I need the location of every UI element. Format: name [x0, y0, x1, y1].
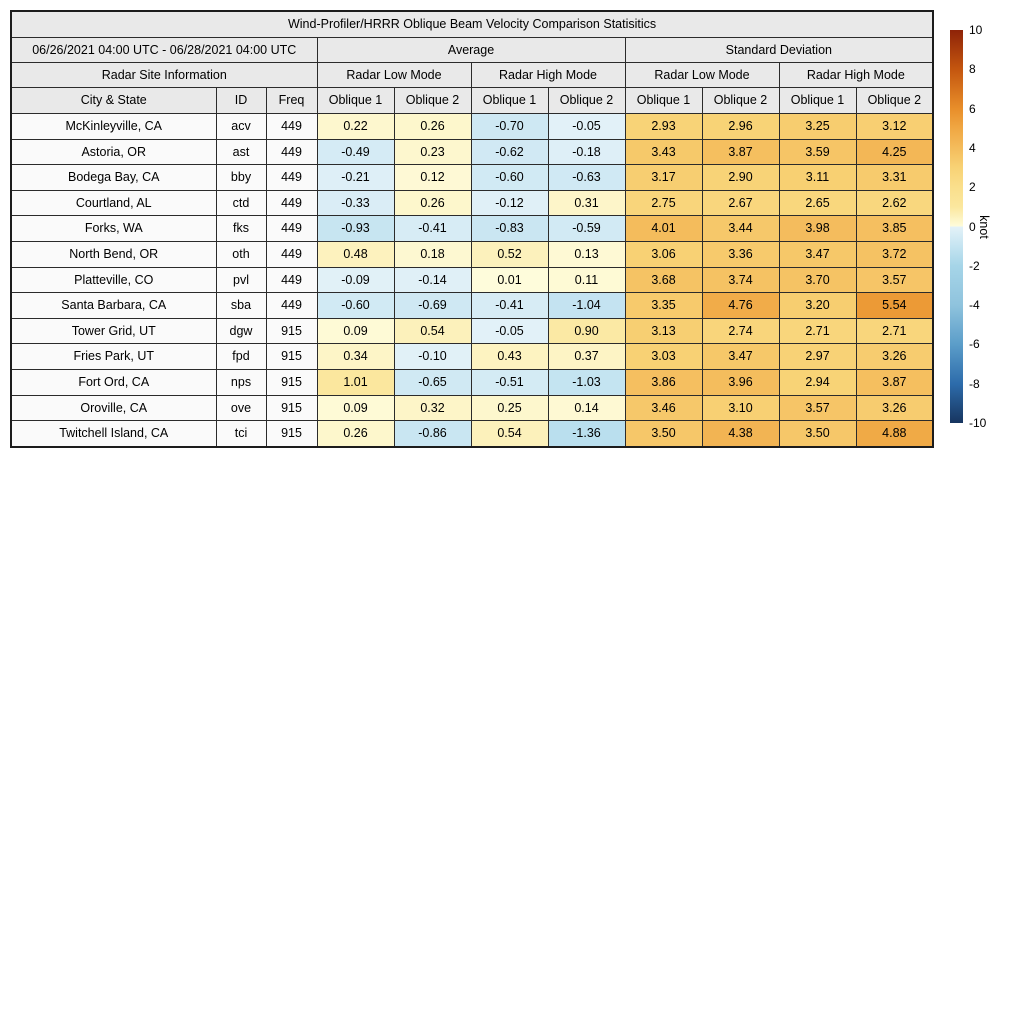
value-cell: 3.10: [702, 395, 779, 421]
value-cell: 4.25: [856, 139, 933, 165]
city-cell: Fries Park, UT: [11, 344, 216, 370]
freq-cell: 449: [266, 267, 317, 293]
col-header-oblique2-std-high: Oblique 2: [856, 88, 933, 114]
freq-cell: 449: [266, 114, 317, 140]
site-id-cell: ctd: [216, 190, 266, 216]
group-header-row: [11, 38, 933, 63]
colorbar: [950, 23, 1024, 430]
city-cell: Oroville, CA: [11, 395, 216, 421]
value-cell: -0.05: [471, 318, 548, 344]
date-range: 06/26/2021 04:00 UTC - 06/28/2021 04:00 UTC: [11, 38, 317, 63]
col-header-oblique1-avg-low: Oblique 1: [317, 88, 394, 114]
value-cell: 0.25: [471, 395, 548, 421]
value-cell: 3.87: [702, 139, 779, 165]
value-cell: 3.06: [625, 241, 702, 267]
col-header-oblique1-avg-high: Oblique 1: [471, 88, 548, 114]
value-cell: 3.26: [856, 395, 933, 421]
value-cell: 0.12: [394, 165, 471, 191]
freq-cell: 915: [266, 369, 317, 395]
value-cell: 3.44: [702, 216, 779, 242]
colorbar-tick-label: 4: [969, 140, 976, 155]
value-cell: -0.63: [548, 165, 625, 191]
value-cell: 0.09: [317, 318, 394, 344]
table-header: [11, 11, 933, 114]
value-cell: 0.22: [317, 114, 394, 140]
freq-cell: 915: [266, 344, 317, 370]
value-cell: -0.51: [471, 369, 548, 395]
value-cell: 2.71: [856, 318, 933, 344]
value-cell: -1.36: [548, 421, 625, 447]
value-cell: 0.26: [394, 190, 471, 216]
value-cell: 0.01: [471, 267, 548, 293]
value-cell: 2.97: [779, 344, 856, 370]
value-cell: 3.86: [625, 369, 702, 395]
colorbar-tick-label: -2: [969, 258, 980, 273]
group-header-average: Average: [317, 38, 625, 63]
value-cell: 0.54: [471, 421, 548, 447]
value-cell: 2.62: [856, 190, 933, 216]
city-cell: McKinleyville, CA: [11, 114, 216, 140]
title-row: [11, 11, 933, 38]
city-cell: Tower Grid, UT: [11, 318, 216, 344]
table-row: [11, 139, 933, 165]
value-cell: 0.23: [394, 139, 471, 165]
value-cell: -0.10: [394, 344, 471, 370]
value-cell: 3.70: [779, 267, 856, 293]
value-cell: 2.75: [625, 190, 702, 216]
value-cell: 4.01: [625, 216, 702, 242]
mode-header-avg-high: Radar High Mode: [471, 63, 625, 88]
mode-header-std-low: Radar Low Mode: [625, 63, 779, 88]
value-cell: 3.72: [856, 241, 933, 267]
freq-cell: 449: [266, 139, 317, 165]
value-cell: 2.96: [702, 114, 779, 140]
value-cell: 3.20: [779, 293, 856, 319]
column-header-row: [11, 88, 933, 114]
value-cell: 3.13: [625, 318, 702, 344]
value-cell: -0.62: [471, 139, 548, 165]
value-cell: 3.57: [779, 395, 856, 421]
city-cell: Courtland, AL: [11, 190, 216, 216]
value-cell: -0.83: [471, 216, 548, 242]
col-header-oblique2-std-low: Oblique 2: [702, 88, 779, 114]
value-cell: 3.68: [625, 267, 702, 293]
value-cell: 3.11: [779, 165, 856, 191]
freq-cell: 449: [266, 165, 317, 191]
site-info-header: Radar Site Information: [11, 63, 317, 88]
table-row: [11, 165, 933, 191]
value-cell: 3.50: [779, 421, 856, 447]
freq-cell: 915: [266, 318, 317, 344]
value-cell: -0.21: [317, 165, 394, 191]
col-header-freq: Freq: [266, 88, 317, 114]
table-row: [11, 114, 933, 140]
value-cell: 3.35: [625, 293, 702, 319]
value-cell: 3.03: [625, 344, 702, 370]
freq-cell: 915: [266, 395, 317, 421]
value-cell: 0.90: [548, 318, 625, 344]
freq-cell: 449: [266, 241, 317, 267]
value-cell: -0.93: [317, 216, 394, 242]
freq-cell: 449: [266, 216, 317, 242]
colorbar-tick-label: 10: [969, 23, 983, 37]
colorbar-tick-label: -6: [969, 337, 980, 352]
freq-cell: 915: [266, 421, 317, 447]
city-cell: Bodega Bay, CA: [11, 165, 216, 191]
colorbar-tick-label: -10: [969, 416, 987, 430]
value-cell: 0.32: [394, 395, 471, 421]
table-row: [11, 267, 933, 293]
value-cell: -0.59: [548, 216, 625, 242]
value-cell: -1.04: [548, 293, 625, 319]
value-cell: 2.65: [779, 190, 856, 216]
city-cell: Twitchell Island, CA: [11, 421, 216, 447]
value-cell: 3.17: [625, 165, 702, 191]
site-id-cell: sba: [216, 293, 266, 319]
value-cell: -0.69: [394, 293, 471, 319]
value-cell: 3.98: [779, 216, 856, 242]
colorbar-tick-label: 0: [969, 219, 976, 234]
value-cell: 4.38: [702, 421, 779, 447]
value-cell: -0.12: [471, 190, 548, 216]
table-row: [11, 369, 933, 395]
value-cell: 0.43: [471, 344, 548, 370]
value-cell: -0.09: [317, 267, 394, 293]
site-id-cell: pvl: [216, 267, 266, 293]
value-cell: -0.60: [317, 293, 394, 319]
value-cell: 1.01: [317, 369, 394, 395]
value-cell: 3.46: [625, 395, 702, 421]
value-cell: 2.71: [779, 318, 856, 344]
col-header-city-state: City & State: [11, 88, 216, 114]
colorbar-tick-label: 6: [969, 101, 976, 116]
freq-cell: 449: [266, 293, 317, 319]
colorbar-tick-label: 2: [969, 180, 976, 195]
value-cell: 3.36: [702, 241, 779, 267]
table-row: [11, 344, 933, 370]
value-cell: 0.34: [317, 344, 394, 370]
value-cell: 0.31: [548, 190, 625, 216]
col-header-oblique1-std-low: Oblique 1: [625, 88, 702, 114]
col-header-oblique2-avg-high: Oblique 2: [548, 88, 625, 114]
site-id-cell: nps: [216, 369, 266, 395]
city-cell: Forks, WA: [11, 216, 216, 242]
value-cell: -0.86: [394, 421, 471, 447]
value-cell: -0.60: [471, 165, 548, 191]
site-id-cell: dgw: [216, 318, 266, 344]
value-cell: 3.85: [856, 216, 933, 242]
value-cell: 0.18: [394, 241, 471, 267]
table-row: [11, 395, 933, 421]
site-id-cell: ast: [216, 139, 266, 165]
value-cell: 3.43: [625, 139, 702, 165]
colorbar-tick-label: -4: [969, 298, 980, 313]
value-cell: 3.47: [702, 344, 779, 370]
value-cell: -0.70: [471, 114, 548, 140]
value-cell: 0.52: [471, 241, 548, 267]
value-cell: 3.50: [625, 421, 702, 447]
value-cell: 3.96: [702, 369, 779, 395]
table-row: [11, 190, 933, 216]
value-cell: 2.94: [779, 369, 856, 395]
value-cell: 0.14: [548, 395, 625, 421]
value-cell: 3.47: [779, 241, 856, 267]
value-cell: -0.41: [394, 216, 471, 242]
table-row: [11, 216, 933, 242]
city-cell: Santa Barbara, CA: [11, 293, 216, 319]
value-cell: -0.18: [548, 139, 625, 165]
col-header-id: ID: [216, 88, 266, 114]
value-cell: 3.57: [856, 267, 933, 293]
stats-table: [10, 10, 934, 448]
value-cell: -0.05: [548, 114, 625, 140]
site-id-cell: bby: [216, 165, 266, 191]
value-cell: 0.09: [317, 395, 394, 421]
value-cell: 2.67: [702, 190, 779, 216]
mode-header-row: [11, 63, 933, 88]
mode-header-std-high: Radar High Mode: [779, 63, 933, 88]
city-cell: Astoria, OR: [11, 139, 216, 165]
site-id-cell: tci: [216, 421, 266, 447]
site-id-cell: acv: [216, 114, 266, 140]
value-cell: 4.88: [856, 421, 933, 447]
value-cell: 5.54: [856, 293, 933, 319]
value-cell: 0.37: [548, 344, 625, 370]
table-row: [11, 293, 933, 319]
value-cell: -0.65: [394, 369, 471, 395]
colorbar-gradient: [950, 30, 963, 423]
value-cell: 3.12: [856, 114, 933, 140]
page-title: Wind-Profiler/HRRR Oblique Beam Velocity Comparison Statisitics: [11, 11, 933, 38]
colorbar-tick-label: -8: [969, 376, 980, 391]
value-cell: 0.26: [317, 421, 394, 447]
table-row: [11, 421, 933, 447]
col-header-oblique2-avg-low: Oblique 2: [394, 88, 471, 114]
colorbar-unit-label: knot: [976, 214, 991, 239]
value-cell: 0.11: [548, 267, 625, 293]
value-cell: 3.87: [856, 369, 933, 395]
value-cell: 0.13: [548, 241, 625, 267]
site-id-cell: fks: [216, 216, 266, 242]
group-header-standard-deviation: Standard Deviation: [625, 38, 933, 63]
value-cell: -0.41: [471, 293, 548, 319]
mode-header-avg-low: Radar Low Mode: [317, 63, 471, 88]
value-cell: -0.33: [317, 190, 394, 216]
site-id-cell: oth: [216, 241, 266, 267]
value-cell: 4.76: [702, 293, 779, 319]
colorbar-tick-label: 8: [969, 62, 976, 77]
value-cell: 0.54: [394, 318, 471, 344]
city-cell: Fort Ord, CA: [11, 369, 216, 395]
value-cell: 3.59: [779, 139, 856, 165]
value-cell: -0.49: [317, 139, 394, 165]
col-header-oblique1-std-high: Oblique 1: [779, 88, 856, 114]
value-cell: 3.25: [779, 114, 856, 140]
value-cell: 2.93: [625, 114, 702, 140]
value-cell: 3.74: [702, 267, 779, 293]
city-cell: Platteville, CO: [11, 267, 216, 293]
site-id-cell: ove: [216, 395, 266, 421]
table-body: [11, 114, 933, 447]
value-cell: 3.26: [856, 344, 933, 370]
value-cell: 0.48: [317, 241, 394, 267]
site-id-cell: fpd: [216, 344, 266, 370]
value-cell: -1.03: [548, 369, 625, 395]
table-row: [11, 241, 933, 267]
freq-cell: 449: [266, 190, 317, 216]
value-cell: 2.74: [702, 318, 779, 344]
value-cell: 3.31: [856, 165, 933, 191]
city-cell: North Bend, OR: [11, 241, 216, 267]
value-cell: -0.14: [394, 267, 471, 293]
value-cell: 2.90: [702, 165, 779, 191]
table-row: [11, 318, 933, 344]
value-cell: 0.26: [394, 114, 471, 140]
